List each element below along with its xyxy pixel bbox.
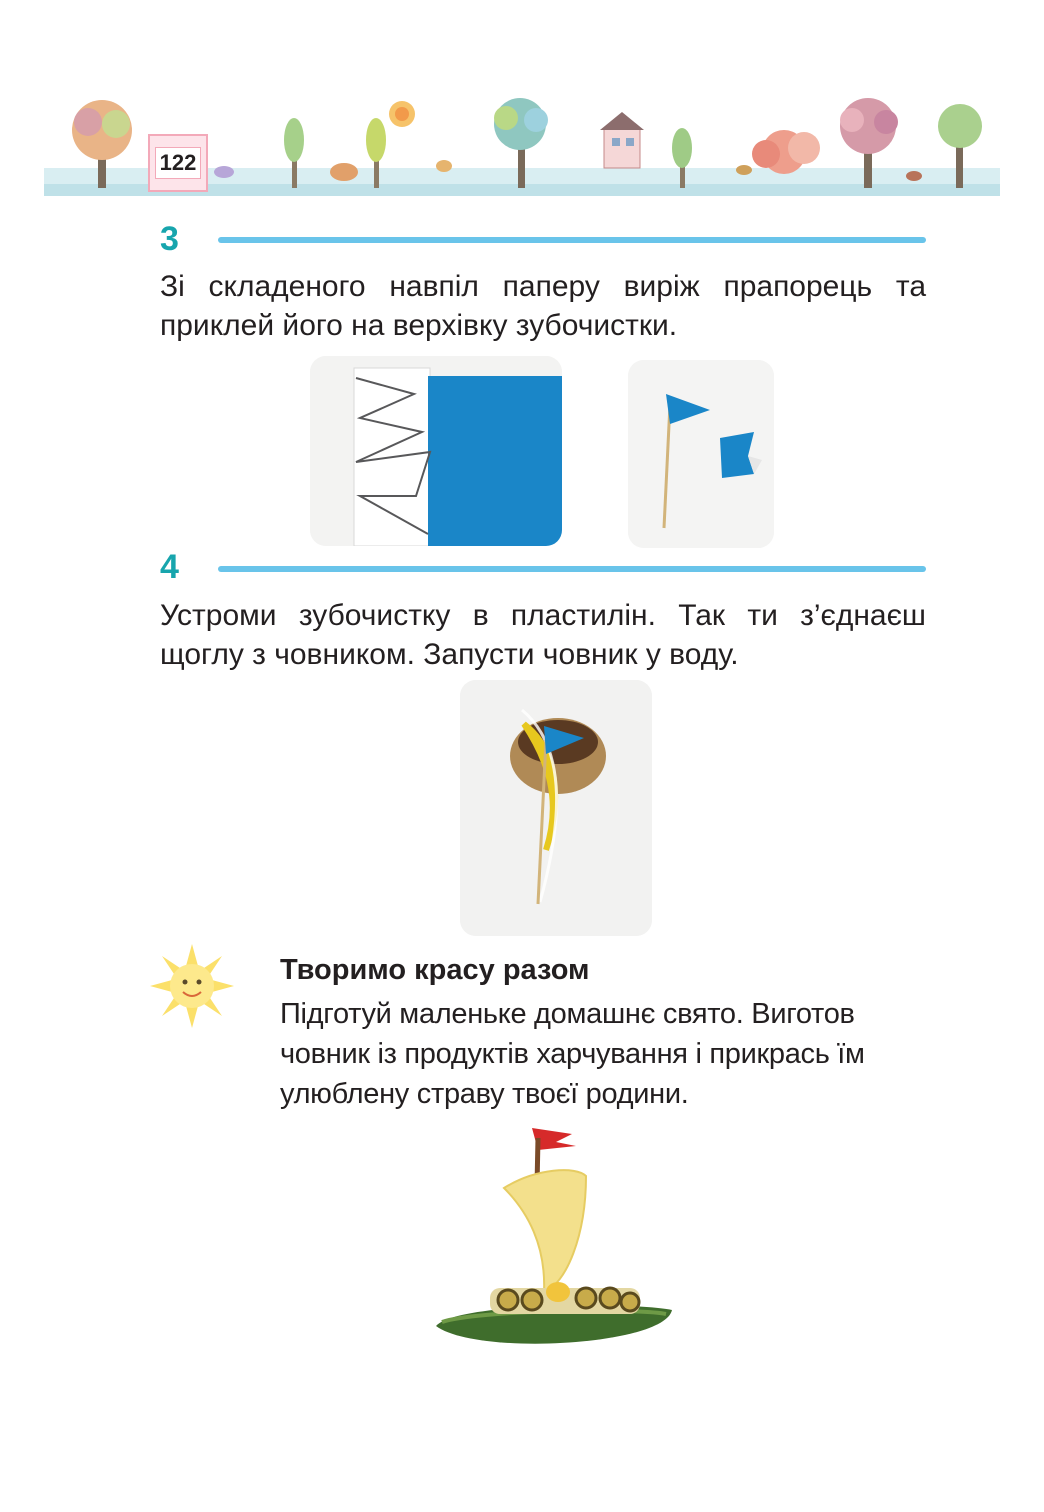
step-4-divider [218, 566, 926, 572]
page-number: 122 [155, 147, 202, 179]
page-number-badge [148, 134, 208, 192]
photo-flag-toothpick [628, 360, 774, 548]
photo-food-boat [436, 1116, 672, 1372]
folded-paper-illustration [310, 356, 562, 546]
photo-nutshell-boat [460, 680, 652, 936]
step-4-number: 4 [160, 548, 179, 586]
step-4-text: Устроми зубочистку в пластилін. Так ти з’єднаєш щоглу з човником. Запусти човник у воду. [160, 599, 926, 671]
sun-icon [150, 944, 234, 1028]
food-boat-illustration [436, 1128, 672, 1344]
house-icon [600, 112, 644, 168]
tip-text: Підготуй маленьке домашнє свято. Виготов човник із продуктів харчування і прикрась їм улюблену страву твоєї родини. [280, 998, 865, 1110]
step-3-divider [218, 237, 926, 243]
nutshell-boat-illustration [460, 680, 652, 936]
flag-toothpick-illustration [628, 360, 774, 548]
step-3-text: Зі складеного навпіл паперу виріж прапорець та приклей його на верхівку зубочистки. [160, 270, 926, 342]
photo-folded-paper [310, 356, 562, 546]
tip-title: Творимо красу разом [280, 954, 590, 986]
step-3-number: 3 [160, 220, 179, 258]
